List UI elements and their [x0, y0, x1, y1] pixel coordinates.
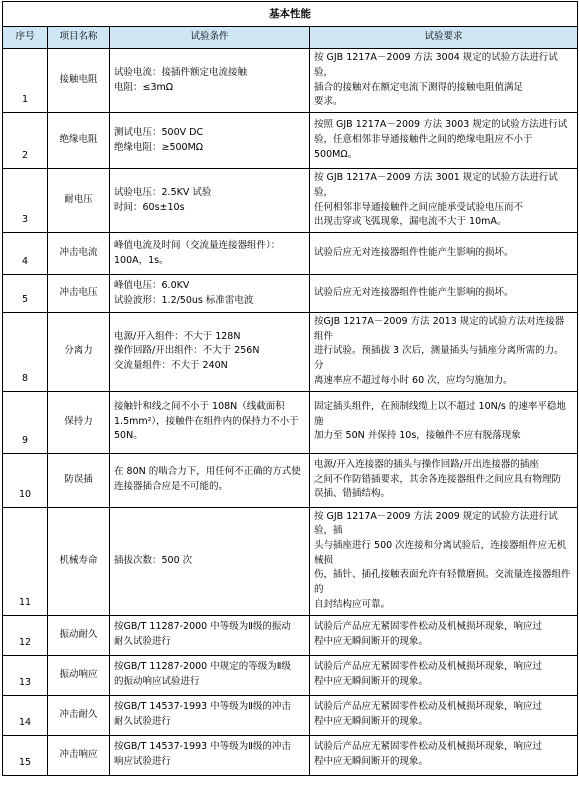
row-number: 13	[3, 655, 48, 695]
requirement-line: 自封结构应可靠。	[314, 598, 391, 610]
requirement-line: 加力至 50N 并保持 10s，接触件不应有脱落现象	[314, 430, 521, 442]
condition-line: 测试电压：500V DC	[114, 126, 204, 138]
row-number: 12	[3, 615, 48, 655]
row-number: 11	[3, 507, 48, 615]
test-condition	[110, 655, 310, 695]
item-name: 接触电阻	[48, 49, 110, 113]
requirement-line: 试验后应无对连接器组件性能产生影响的损坏。	[314, 287, 514, 299]
test-condition	[110, 275, 310, 313]
header-no: 序号	[3, 27, 48, 49]
requirement-line: 进行试验。预插拔 3 次后，测量插头与插座分离所需的力。分	[314, 345, 564, 372]
test-condition	[110, 113, 310, 169]
header-condition: 试验条件	[110, 27, 310, 49]
requirement-line: 验，任意相邻非导通接触件之间的绝缘电阻应不小于	[314, 134, 533, 146]
test-condition	[110, 695, 310, 735]
item-name: 冲击电流	[48, 233, 110, 275]
item-name: 冲击响应	[48, 735, 110, 775]
requirement-line: 试验后产品应无紧固零件松动及机械损坏现象，响应过	[314, 701, 543, 713]
condition-line: 按GB/T 14537-1993 中等级为Ⅱ级的冲击	[114, 701, 291, 713]
test-requirement	[310, 169, 578, 233]
condition-line: 交流量组件：不大于 240N	[114, 360, 228, 372]
condition-line: 按GB/T 11287-2000 中规定的等级为Ⅱ级	[114, 661, 291, 673]
item-name: 防误插	[48, 453, 110, 507]
test-requirement	[310, 695, 578, 735]
item-name: 振动响应	[48, 655, 110, 695]
condition-line: 时间：60s±10s	[114, 201, 185, 213]
item-name: 冲击耐久	[48, 695, 110, 735]
condition-line: 在 80N 的啮合力下，用任何不正确的方式使	[114, 466, 301, 478]
table-row	[3, 453, 578, 507]
condition-line: 1.5mm²），接触件在组件内的保持力不小于	[114, 415, 299, 427]
item-name: 绝缘电阻	[48, 113, 110, 169]
item-name: 耐电压	[48, 169, 110, 233]
condition-line: 插拔次数：500 次	[114, 554, 193, 566]
test-requirement	[310, 453, 578, 507]
row-number: 2	[3, 113, 48, 169]
requirement-line: 要求。	[314, 96, 343, 108]
requirement-line: 程中应无瞬间断开的现象。	[314, 676, 429, 688]
condition-line: 电源/开入组件：不大于 128N	[114, 330, 241, 342]
table-row	[3, 735, 578, 775]
requirement-line: 按 GJB 1217A－2009 方法 2009 规定的试验方法进行试验，插	[314, 510, 558, 537]
performance-table	[2, 1, 578, 776]
test-condition	[110, 507, 310, 615]
row-number: 1	[3, 49, 48, 113]
table-row	[3, 391, 578, 453]
test-condition	[110, 313, 310, 392]
condition-line: 峰值电流及时间（交流量连接器组件）：	[114, 239, 281, 251]
requirement-line: 按GJB 1217A－2009 方法 2013 规定的试验方法对连接器组件	[314, 316, 565, 342]
test-requirement	[310, 507, 578, 615]
condition-line: 响应试验进行	[114, 756, 172, 768]
requirement-line: 伤，插针、插孔接触表面允许有轻微磨损。交流量连接器组件的	[314, 569, 571, 596]
condition-line: 接触针和线之间不小于 108N（线截面积	[114, 401, 285, 413]
row-number: 10	[3, 453, 48, 507]
test-requirement	[310, 655, 578, 695]
requirement-line: 试验后产品应无紧固零件松动及机械损坏现象，响应过	[314, 661, 543, 673]
table-row	[3, 49, 578, 113]
requirement-line: 程中应无瞬间断开的现象。	[314, 636, 429, 648]
requirement-line: 试验后产品应无紧固零件松动及机械损坏现象，响应过	[314, 741, 543, 753]
row-number: 14	[3, 695, 48, 735]
row-number: 9	[3, 391, 48, 453]
row-number: 3	[3, 169, 48, 233]
table-row	[3, 313, 578, 392]
table-row	[3, 507, 578, 615]
table-row	[3, 275, 578, 313]
condition-line: 100A，1s。	[114, 254, 169, 266]
table-row	[3, 113, 578, 169]
condition-line: 连接器插合应是不可能的。	[114, 481, 229, 493]
requirement-line: 固定插头组件，在预制线缆上以不超过 10N/s 的速率平稳地施	[314, 401, 566, 427]
test-condition	[110, 169, 310, 233]
test-condition	[110, 615, 310, 655]
condition-line: 绝缘电阻：≥500MΩ	[114, 141, 204, 153]
test-requirement	[310, 313, 578, 392]
requirement-line: 按 GJB 1217A－2009 方法 3001 规定的试验方法进行试验，	[314, 172, 558, 198]
requirement-line: 任何相邻非导通接触件之间应能承受试验电压而不	[314, 201, 524, 213]
item-name: 冲击电压	[48, 275, 110, 313]
row-number: 15	[3, 735, 48, 775]
condition-line: 按GB/T 14537-1993 中等级为Ⅱ级的冲击	[114, 741, 291, 753]
condition-line: 试验电流：接插件额定电流接触	[114, 66, 248, 78]
item-name: 机械寿命	[48, 507, 110, 615]
requirement-line: 程中应无瞬间断开的现象。	[314, 756, 429, 768]
requirement-line: 插合的接触对在额定电流下测得的接触电阻值满足	[314, 81, 524, 93]
test-requirement	[310, 735, 578, 775]
requirement-line: 之间不作防错插要求，其余各连接器组件之间应具有物理防	[314, 473, 562, 485]
test-requirement	[310, 49, 578, 113]
test-requirement	[310, 113, 578, 169]
test-condition	[110, 735, 310, 775]
requirement-line: 离速率应不超过每小时 60 次，应均匀施加力。	[314, 374, 513, 386]
header-name: 项目名称	[48, 27, 110, 49]
test-requirement	[310, 233, 578, 275]
table-row	[3, 169, 578, 233]
table-row	[3, 695, 578, 735]
test-condition	[110, 233, 310, 275]
test-condition	[110, 453, 310, 507]
condition-line: 耐久试验进行	[114, 716, 172, 728]
test-condition	[110, 49, 310, 113]
condition-line: 的振动响应试验进行	[114, 676, 200, 688]
condition-line: 操作回路/开出组件：不大于 256N	[114, 345, 260, 357]
table-row	[3, 233, 578, 275]
condition-line: 峰值电压：6.0KV	[114, 279, 190, 291]
requirement-line: 试验后应无对连接器组件性能产生影响的损坏。	[314, 247, 514, 259]
row-number: 4	[3, 233, 48, 275]
header-row	[3, 27, 578, 49]
test-requirement	[310, 275, 578, 313]
condition-line: 耐久试验进行	[114, 636, 172, 648]
item-name: 分离力	[48, 313, 110, 392]
requirement-line: 按 GJB 1217A－2009 方法 3004 规定的试验方法进行试验，	[314, 52, 558, 78]
requirement-line: 出现击穿或飞弧现象，漏电流不大于 10mA。	[314, 216, 507, 228]
table-title: 基本性能	[3, 2, 578, 27]
item-name: 振动耐久	[48, 615, 110, 655]
requirement-line: 头与插座进行 500 次连接和分离试验后，连接器组件应无机械损	[314, 540, 567, 566]
requirement-line: 误插、错插结构。	[314, 488, 391, 500]
requirement-line: 程中应无瞬间断开的现象。	[314, 716, 429, 728]
requirement-line: 500MΩ。	[314, 148, 358, 160]
test-condition	[110, 391, 310, 453]
row-number: 8	[3, 313, 48, 392]
requirement-line: 电源/开入连接器的插头与操作回路/开出连接器的插座	[314, 459, 539, 471]
condition-line: 50N。	[114, 430, 143, 442]
requirement-line: 试验后产品应无紧固零件松动及机械损坏现象，响应过	[314, 621, 543, 633]
test-requirement	[310, 615, 578, 655]
test-requirement	[310, 391, 578, 453]
table-row	[3, 615, 578, 655]
condition-line: 试验波形：1.2/50us 标准雷电波	[114, 294, 254, 306]
requirement-line: 按照 GJB 1217A－2009 方法 3003 规定的试验方法进行试	[314, 119, 568, 131]
item-name: 保持力	[48, 391, 110, 453]
row-number: 5	[3, 275, 48, 313]
condition-line: 电阻：≤3mΩ	[114, 81, 174, 93]
table-row	[3, 655, 578, 695]
condition-line: 试验电压：2.5KV 试验	[114, 186, 212, 198]
condition-line: 按GB/T 11287-2000 中等级为Ⅱ级的振动	[114, 621, 291, 633]
header-requirement: 试验要求	[310, 27, 578, 49]
